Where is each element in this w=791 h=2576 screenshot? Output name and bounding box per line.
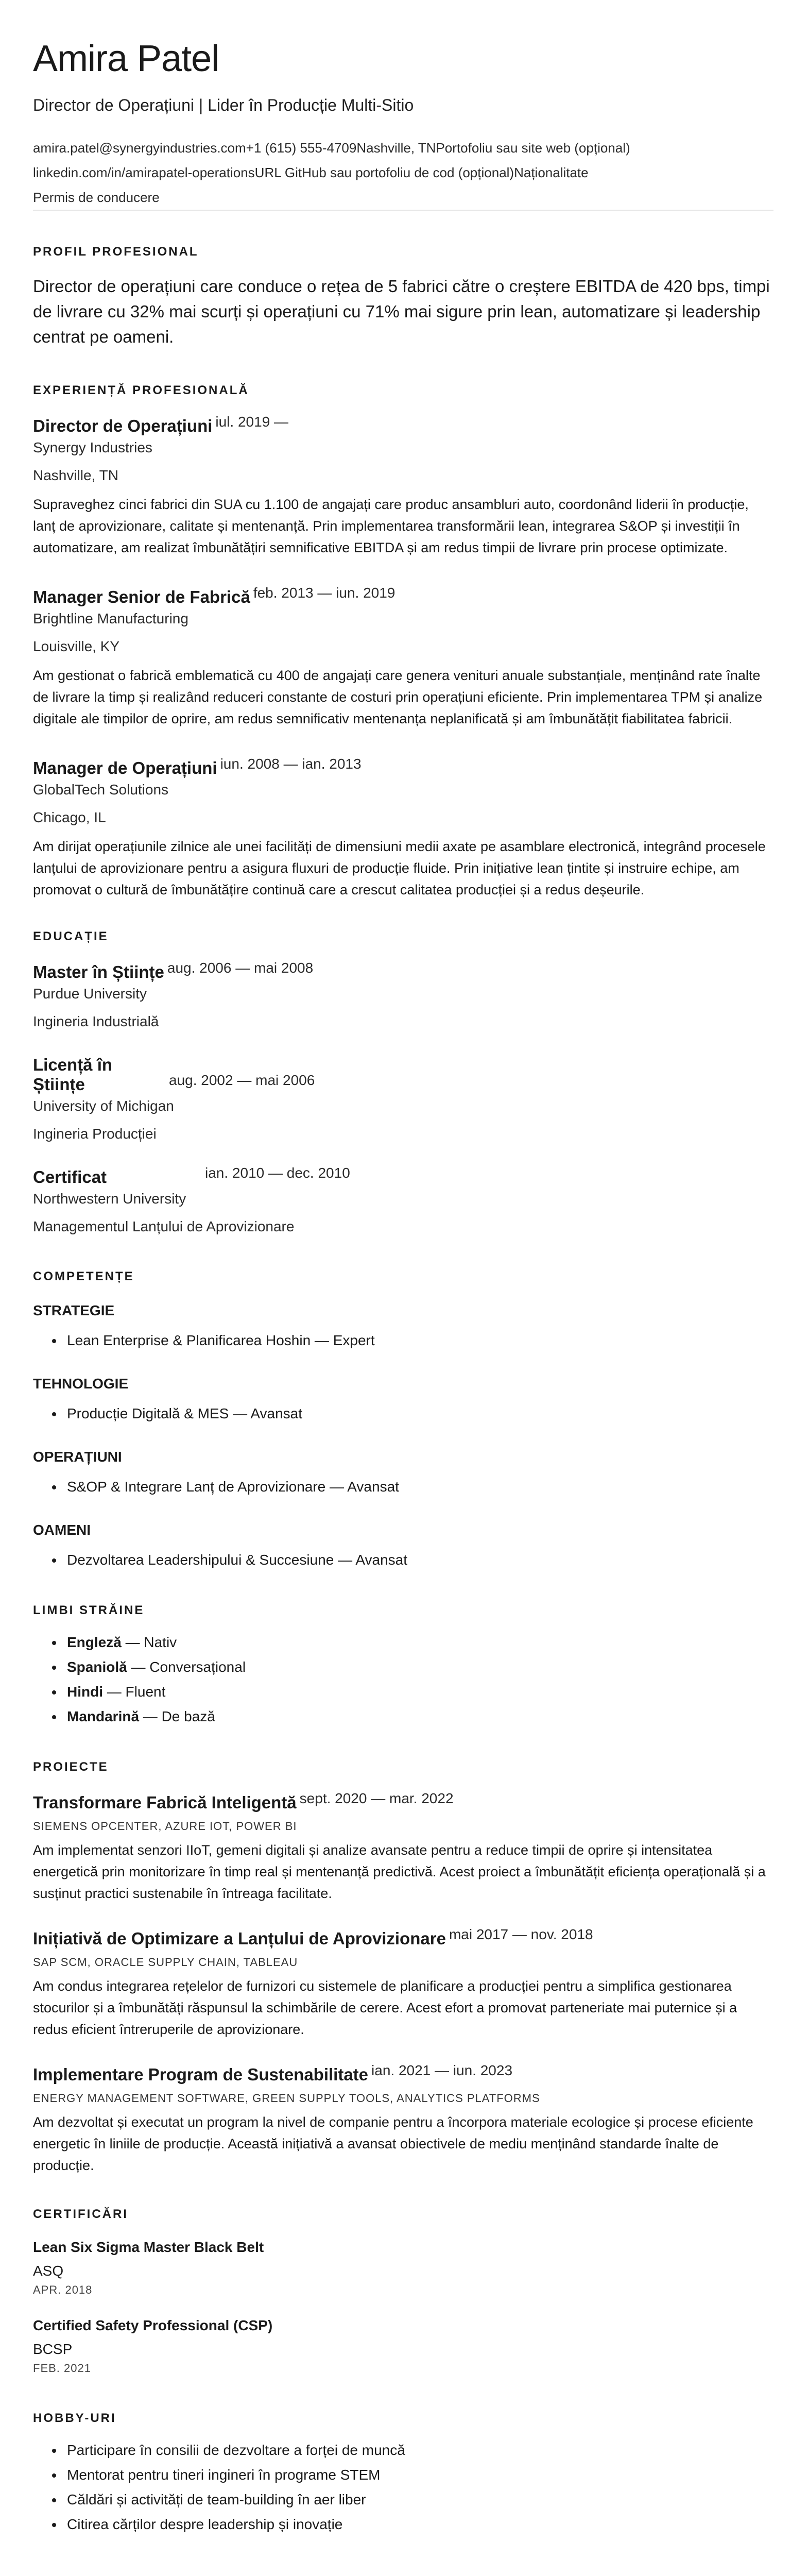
- project-tools: SIEMENS OPCENTER, AZURE IOT, POWER BI: [33, 1820, 297, 1833]
- hobbies-section: [33, 2411, 773, 2537]
- candidate-name: Amira Patel: [33, 38, 219, 79]
- certification-entry: [33, 2239, 773, 2297]
- job-company: Brightline Manufacturing: [33, 611, 188, 626]
- experience-section: [33, 383, 773, 901]
- education-entry: [33, 1167, 773, 1239]
- skill-list: [33, 1548, 773, 1572]
- certification-issuer: BCSP: [33, 2341, 73, 2357]
- languages-heading: LIMBI STRĂINE: [33, 1603, 145, 1617]
- school-name: Purdue University: [33, 986, 147, 1002]
- candidate-headline: Director de Operațiuni | Lider în Producție Multi-Sitio: [33, 96, 414, 114]
- certifications-heading: CERTIFICĂRI: [33, 2207, 128, 2221]
- experience-entry: [33, 416, 773, 558]
- contact-row: amira.patel@synergyindustries.com+1 (615) 555-4709Nashville, TNPortofoliu sau site web (opțional): [33, 140, 630, 156]
- contact-row: linkedin.com/in/amirapatel-operationsURL GitHub sau portofoliu de cod (opțional)Naționalitate: [33, 165, 589, 180]
- degree-dates: aug. 2002 — mai 2006: [169, 1072, 315, 1088]
- certification-name: Lean Six Sigma Master Black Belt: [33, 2239, 264, 2255]
- degree-title: Master în Științe: [33, 962, 164, 981]
- skill-category: TEHNOLOGIE: [33, 1376, 129, 1392]
- job-location: Chicago, IL: [33, 809, 106, 825]
- skill-item: • Producție Digitală & MES — Avansat: [64, 1401, 773, 1426]
- hobby-item: • Mentorat pentru tineri ingineri în programe STEM: [64, 2463, 773, 2487]
- language-item: [64, 1655, 773, 1680]
- skill-item: • Dezvoltarea Leadershipului & Succesiune — Avansat: [64, 1548, 773, 1572]
- language-name: Engleză: [67, 1634, 122, 1650]
- job-description: Am gestionat o fabrică emblematică cu 400 de angajați care genera venituri anuale substanțiale, menținând rate înalte de livrare la timp și realizând reduceri constante de costuri prin operațiuni eficiente. Prin implementarea TPM și analize digitale ale timpilor de oprire, am redus semnificativ mentenanța neplanificată și am îmbunătățit fiabilitatea fabricii.: [33, 668, 763, 726]
- hobby-item: • Participare în consilii de dezvoltare a forței de muncă: [64, 2438, 773, 2463]
- degree-field: Ingineria Producției: [33, 1126, 157, 1142]
- contact-row: Permis de conducere: [33, 190, 160, 205]
- project-description: Am implementat senzori IIoT, gemeni digitali și analize avansate pentru a reduce timpii de oprire și intensitatea energetică prin monitorizare în timp real și mentenanță predictivă. Acest proiect a îmbunătățit eficiența operațională și a susținut practici sustenabile în întreaga facilitate.: [33, 1842, 766, 1901]
- summary-section: [33, 245, 773, 349]
- project-title: Inițiativă de Optimizare a Lanțului de Aprovizionare: [33, 1929, 446, 1948]
- skill-item: • Lean Enterprise & Planificarea Hoshin — Expert: [64, 1328, 773, 1353]
- hobbies-heading: HOBBY-URI: [33, 2411, 116, 2425]
- skill-list: [33, 1401, 773, 1426]
- skills-heading: COMPETENȚE: [33, 1269, 134, 1283]
- certification-date: APR. 2018: [33, 2283, 93, 2296]
- skills-section: [33, 1269, 773, 1572]
- degree-title: Licență în Științe: [33, 1055, 113, 1094]
- skill-list: [33, 1475, 773, 1499]
- language-item: [64, 1680, 773, 1704]
- hobby-item: • Citirea cărților despre leadership și inovație: [64, 2512, 773, 2537]
- languages-section: [33, 1603, 773, 1729]
- certification-date: FEB. 2021: [33, 2362, 91, 2375]
- education-entry: [33, 1055, 773, 1146]
- job-dates: iul. 2019 —: [215, 414, 289, 430]
- education-section: [33, 929, 773, 1239]
- certification-issuer: ASQ: [33, 2263, 64, 2279]
- language-list: [33, 1630, 773, 1729]
- hobby-list: [33, 2438, 773, 2537]
- language-level: — Fluent: [103, 1684, 166, 1700]
- skill-category: OAMENI: [33, 1522, 91, 1538]
- job-dates: feb. 2013 — iun. 2019: [253, 585, 396, 601]
- summary-heading: PROFIL PROFESIONAL: [33, 245, 199, 259]
- degree-field: Managementul Lanțului de Aprovizionare: [33, 1218, 295, 1234]
- job-title: Manager de Operațiuni: [33, 758, 217, 777]
- certifications-section: [33, 2207, 773, 2375]
- language-item: [64, 1630, 773, 1655]
- certification-entry: [33, 2317, 773, 2375]
- project-description: Am condus integrarea rețelelor de furnizori cu sistemele de planificare a producției pentru a simplifica gestionarea stocurilor și a îmbunătăți răspunsul la schimbările de cerere. Acest efort a promovat parteneriate mai puternice și a redus eficient întreruperile de aprovizionare.: [33, 1978, 737, 2037]
- language-name: Mandarină: [67, 1708, 140, 1724]
- job-location: Louisville, KY: [33, 638, 120, 654]
- degree-dates: ian. 2010 — dec. 2010: [205, 1165, 350, 1181]
- experience-entry: [33, 758, 773, 901]
- certification-name: Certified Safety Professional (CSP): [33, 2317, 273, 2333]
- projects-section: [33, 1760, 773, 2176]
- project-tools: ENERGY MANAGEMENT SOFTWARE, GREEN SUPPLY TOOLS, ANALYTICS PLATFORMS: [33, 2092, 540, 2105]
- project-dates: ian. 2021 — iun. 2023: [371, 2062, 513, 2078]
- experience-entry: [33, 587, 773, 730]
- job-location: Nashville, TN: [33, 467, 118, 483]
- projects-heading: PROIECTE: [33, 1760, 109, 1774]
- project-entry: [33, 2062, 773, 2176]
- summary-text: Director de operațiuni care conduce o rețea de 5 fabrici către o creștere EBITDA de 420 bps, timpi de livrare cu 32% mai scurți și operațiuni cu 71% mai sigure prin lean, automatizare și leadership centrat pe oameni.: [33, 277, 770, 346]
- project-dates: mai 2017 — nov. 2018: [449, 1926, 593, 1942]
- project-entry: [33, 1790, 773, 1904]
- language-item: [64, 1704, 773, 1729]
- education-entry: [33, 962, 773, 1033]
- skill-category: STRATEGIE: [33, 1302, 115, 1318]
- language-level: — Nativ: [121, 1634, 177, 1650]
- school-name: Northwestern University: [33, 1191, 186, 1207]
- job-company: GlobalTech Solutions: [33, 782, 169, 798]
- contact-block: [33, 135, 773, 210]
- header-divider: [33, 210, 773, 211]
- skill-list: [33, 1328, 773, 1353]
- project-description: Am dezvoltat și executat un program la nivel de companie pentru a încorpora materiale ecologice și procese eficiente energetic în liniile de producție. Această inițiativă a avansat obiectivele de mediu menținând standarde înalte de producție.: [33, 2114, 753, 2173]
- experience-heading: EXPERIENȚĂ PROFESIONALĂ: [33, 383, 249, 397]
- degree-title: Certificat: [33, 1167, 107, 1187]
- job-title: Manager Senior de Fabrică: [33, 587, 250, 606]
- language-level: — Conversațional: [127, 1659, 246, 1675]
- language-name: Hindi: [67, 1684, 103, 1700]
- language-level: — De bază: [139, 1708, 215, 1724]
- project-entry: [33, 1926, 773, 2040]
- degree-dates: aug. 2006 — mai 2008: [167, 960, 314, 976]
- school-name: University of Michigan: [33, 1098, 174, 1114]
- job-description: Am dirijat operațiunile zilnice ale unei facilități de dimensiuni medii axate pe asamblare electronică, integrând procesele lanțului de aprovizionare pentru a asigura fluxuri de producție fluide. Prin inițiative lean țintite și instruire echipe, am promovat o cultură de îmbunătățire continuă care a crescut calitatea producției și a redus deșeurile.: [33, 839, 766, 897]
- job-title: Director de Operațiuni: [33, 416, 213, 435]
- hobby-item: • Căldări și activități de team-building în aer liber: [64, 2487, 773, 2512]
- job-dates: iun. 2008 — ian. 2013: [220, 756, 362, 772]
- project-dates: sept. 2020 — mar. 2022: [299, 1790, 454, 1806]
- education-heading: EDUCAȚIE: [33, 929, 109, 943]
- degree-field: Ingineria Industrială: [33, 1013, 159, 1029]
- job-description: Supraveghez cinci fabrici din SUA cu 1.100 de angajați care produc ansambluri auto, coordonând liderii în producție, lanț de aprovizionare, calitate și mentenanță. Prin implementarea transformării lean, integrarea S&OP și investiții în automatizare, am realizat îmbunătățiri semnificative EBITDA și am redus timpii de livrare prin procese optimizate.: [33, 497, 749, 555]
- job-company: Synergy Industries: [33, 439, 152, 455]
- project-title: Transformare Fabrică Inteligentă: [33, 1793, 297, 1812]
- language-name: Spaniolă: [67, 1659, 127, 1675]
- project-tools: SAP SCM, ORACLE SUPPLY CHAIN, TABLEAU: [33, 1956, 298, 1969]
- skill-category: OPERAȚIUNI: [33, 1449, 122, 1465]
- project-title: Implementare Program de Sustenabilitate: [33, 2065, 369, 2084]
- skill-item: • S&OP & Integrare Lanț de Aprovizionare — Avansat: [64, 1475, 773, 1499]
